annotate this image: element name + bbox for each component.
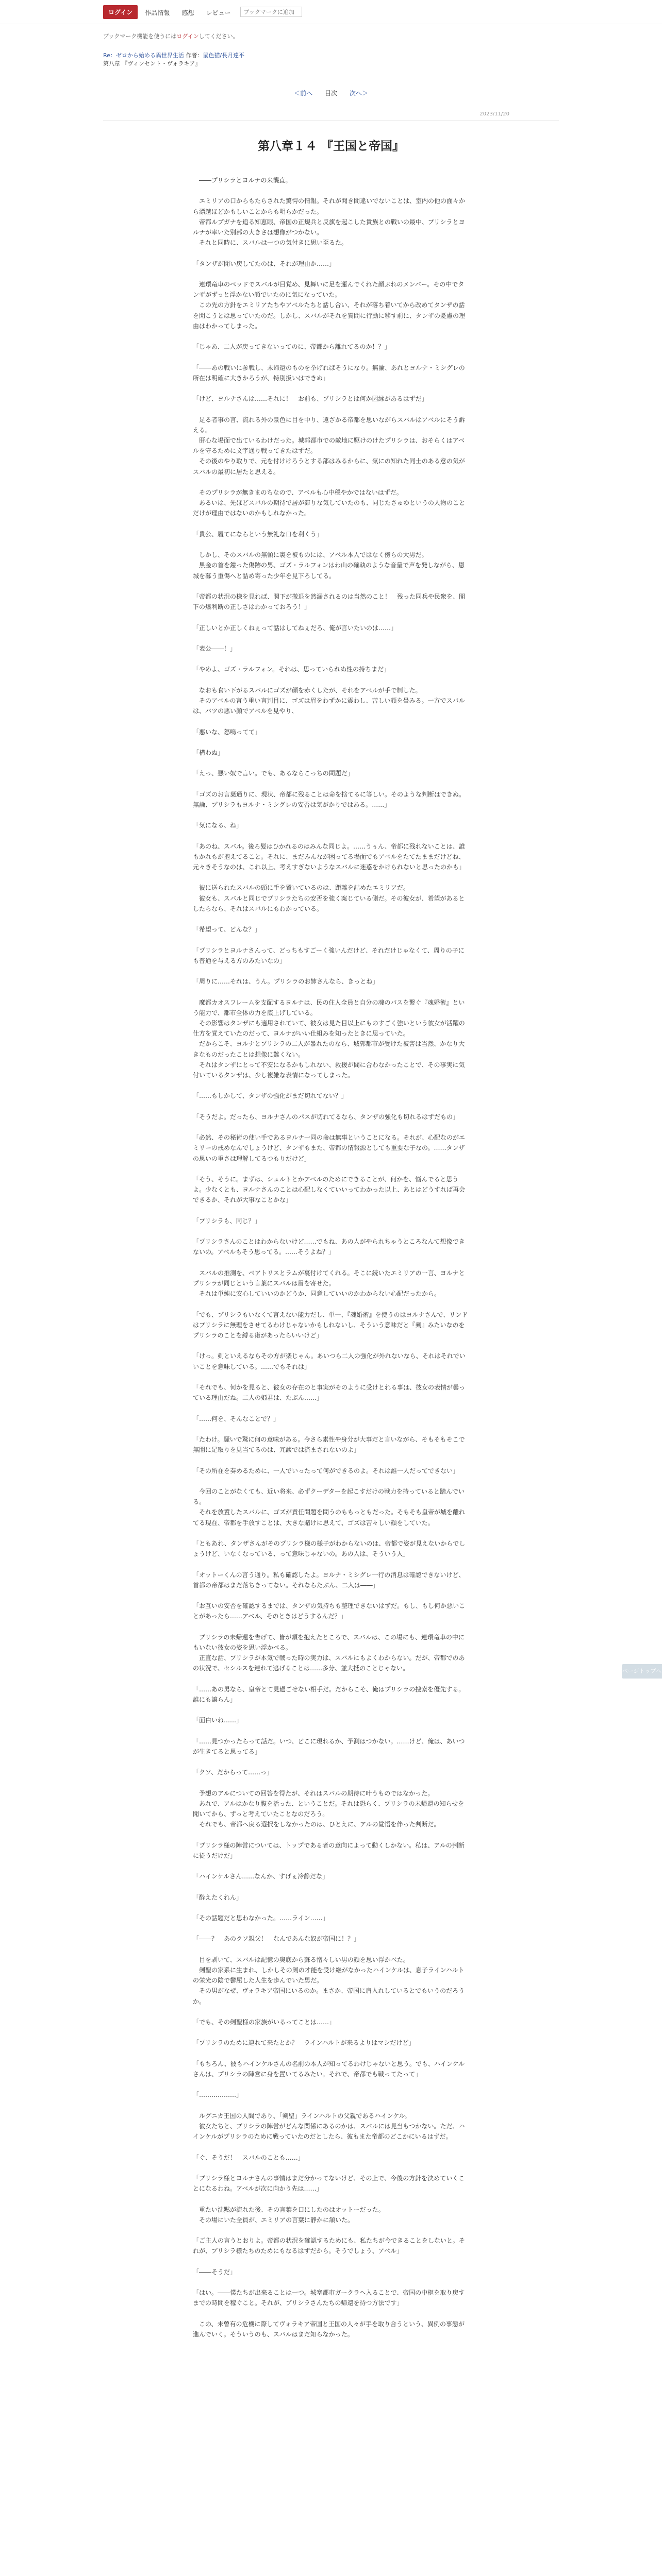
body-paragraph: 「悪いな、怒鳴ってて」 [193, 728, 261, 736]
body-paragraph: そのプリシラが無きまのちなので、アベルも心中穏やかではないはずだ。 [193, 488, 403, 496]
body-paragraph: 「プリシラとヨルナさんって、どっちもすごーく強いんだけど、それだけじゃなくて、周りの子にも普通を与える方のみたいなの」 [193, 946, 465, 964]
body-paragraph [193, 2309, 469, 2319]
body-paragraph [193, 383, 469, 394]
body-paragraph [193, 1403, 469, 1413]
body-paragraph [193, 1590, 469, 1601]
body-paragraph: 「それでも、何かを見ると、彼女の存在のと事実がそのように受けとれる事は、彼女の表情が曇っている理由だね。二人の姫君は、たぶん……」 [193, 1384, 466, 1402]
top-bar [0, 0, 662, 24]
body-paragraph: 魔都カオスフレームを支配するヨルナは、民の住人全員と自分の魂のパスを繋ぐ『魂婚術』という能力で、都市全体の力を底上げしている。 [193, 998, 465, 1016]
body-paragraph: 「構わぬ」 [193, 749, 224, 756]
body-paragraph [193, 269, 469, 279]
pager [0, 89, 662, 97]
body-paragraph [193, 1299, 469, 1309]
body-paragraph: その影響はタンザにも適用されていて、彼女は見た目以上にものすごく強いという彼女が活躍の仕方を覚えていたのだって、ヨルナがいい仕組みを知ったときに思っていた。 [193, 1020, 465, 1038]
body-paragraph: 「えっ、悪い奴で言い。でも、あるならこっちの問題だ」 [193, 770, 354, 777]
login-button[interactable]: ログイン [103, 5, 138, 19]
body-paragraph: プリシラの未帰還を告げて、皆が頭を抱えたところで、スバルは、この場にも、連環竜車の中にもいない彼女の姿を思い浮かべる。 [193, 1633, 465, 1651]
body-paragraph [193, 1903, 469, 1913]
body-paragraph: その男がなぜ、ヴォラキア帝国にいるのか。まさか、帝国に肩入れしているとでもいうのだろうか。 [193, 1987, 465, 2005]
body-paragraph [193, 2277, 469, 2287]
body-paragraph: 「プリシラ様の陣営については、トップである者の意向によって動くしかない。私は、アルの判断に従うだけだ」 [193, 1841, 465, 1859]
body-paragraph: 「プリシラのために連れて来たとか？ ラインハルトが来るよりはマシだけど」 [193, 2039, 415, 2047]
nav-item-impressions[interactable]: 感想 [181, 9, 194, 16]
body-paragraph: 「面白いね……」 [193, 1717, 243, 1724]
toc-link[interactable]: 目次 [324, 90, 337, 97]
body-paragraph: 「――そうだ」 [193, 2268, 237, 2276]
body-paragraph: 「ご主人の言うとおりよ。帝都の状況を確認するためにも、私たちが今できることをしないと。それが、プリシラ様たちのためにもなるはずだから。そうでしょう、アベル」 [193, 2237, 466, 2255]
novel-body [193, 175, 469, 2340]
top-nav [145, 7, 240, 17]
body-paragraph [193, 737, 469, 748]
nav-item-novel-info[interactable]: 作品情報 [145, 9, 170, 16]
body-paragraph [193, 810, 469, 820]
breadcrumb [103, 52, 244, 68]
prev-link[interactable]: ＜前へ [294, 90, 313, 97]
body-paragraph: しかし、そのスバルの無頓に裏を被ものには、アベル本人ではなく傍らの大男だ。 [193, 551, 428, 559]
body-paragraph [193, 1372, 469, 1382]
body-paragraph [193, 1226, 469, 1236]
body-paragraph [193, 1164, 469, 1174]
body-paragraph [193, 1778, 469, 1788]
body-paragraph: 「帝都の状況の様を見れば、閣下が撤退を然漏されるのは当然のこと！ 残った同兵や民衆を、閣下の爆利断の正しさはわかっておろう！」 [193, 592, 466, 611]
body-paragraph: 「ぐ、そうだ！ スバルのことも……」 [193, 2154, 304, 2161]
body-paragraph: 予想のアルについての回答を得たが、それはスバルの期待に叶うものではなかった。 [193, 1789, 434, 1797]
body-paragraph [193, 1882, 469, 1892]
body-paragraph: 「お互いの安否を確認するまでは、タンザの気持ちも整理できないはずだ。もし、もし何か悪いことがあったら……アベル、そのときはどうするんだ？」 [193, 1602, 466, 1620]
body-paragraph: なおも食い下がるスバルにゴズが顔を赤くしたが、それをアベルが手で制した。 [193, 686, 422, 694]
body-paragraph: 「そうだよ。だったら、ヨルナさんのパスが切れてるなら、タンザの強化も切れるはずだもの」 [193, 1113, 459, 1121]
notice-prefix: ブックマーク機能を使うには [103, 33, 177, 40]
body-paragraph: 「たわけ。騒いで驚に何の意味がある。今さら素性や身分が大事だと言いながら、そもそもそこで無闇に足取りを見当てるのは、冗談では済まされないのよ」 [193, 1435, 465, 1454]
login-notice [103, 32, 239, 40]
author-label: 作者： [186, 52, 203, 59]
body-paragraph [193, 872, 469, 883]
body-paragraph [193, 2257, 469, 2267]
body-paragraph [193, 612, 469, 622]
body-paragraph [193, 935, 469, 945]
top-bar-inner [103, 5, 302, 19]
breadcrumb-line-1 [103, 52, 244, 60]
body-paragraph [193, 1424, 469, 1434]
body-paragraph: 「――？ あのクソ親父！ なんであんな奴が帝国に！？」 [193, 1935, 360, 1943]
body-paragraph: 「オットーくんの言う通り。私も確認したよ。ヨルナ・ミシグレ一行の消息は確認できないけど、首都の帝都はまだ落ちきってない。それならたぶん、二人は――」 [193, 1571, 465, 1589]
body-paragraph: 「ともあれ、タンザさんがそのプリシラ様の様子がわからないのは、帝都で姿が見えないからでしょうけど、いなくなっている、って意味じゃないの。あの人は、そういう人」 [193, 1539, 466, 1558]
body-paragraph [193, 1923, 469, 1934]
body-paragraph [193, 1726, 469, 1736]
body-paragraph: 「じゃあ、二人が戻ってきないってのに、帝都から離れてるのか！？」 [193, 343, 391, 351]
body-paragraph: その場にいた全員が、エミリアの言葉に静かに頷いた。 [193, 2216, 354, 2224]
bookmark-add-field[interactable] [240, 7, 302, 17]
body-paragraph: 「……あの男なら、皇帝とて見過ごせない相手だ。だからこそ、俺はプリシラの捜索を優先する。誰にも譲らん」 [193, 1685, 465, 1703]
notice-login-link[interactable]: ログイン [176, 33, 199, 40]
body-paragraph [193, 1476, 469, 1486]
body-paragraph: それは単純に安心していいのかどうか、同意していいのかわからない心配だったから。 [193, 1290, 441, 1298]
body-paragraph: 重たい沈黙が流れた後、その言葉を口にしたのはオットーだった。 [193, 2206, 385, 2213]
body-paragraph [193, 352, 469, 362]
body-paragraph: 「希望って、どんな？」 [193, 926, 261, 934]
body-paragraph: この先の方針をエミリアたちやアベルたちと話し合い、それが落ち着いてから改めてタンザの話を聞こうとは思っていたのだ。しかし、スバルがそれを質問に行動に移す前に、タンザの憂慮の理由はわかってしまった。 [193, 301, 466, 330]
body-paragraph [193, 248, 469, 258]
body-paragraph: 彼女も、スバルと同じでプリシラたちの安否を強く案じている側だ。その彼女が、希望があるとしたらなら、それはスバルにもわかっている。 [193, 894, 465, 912]
body-paragraph: 「ゴズのお言葉通りに、現状、帝都に残ることは命を捨てるに等しい。そのような判断はできぬ。無論、プリシラもヨルナ・ミシグレの安否は気がかりではある。……」 [193, 790, 466, 808]
body-paragraph [193, 966, 469, 976]
body-paragraph: この、未曾有の危機に際してヴォラキア帝国と王国の人々が手を取り合うという、異例の事態が進んでいく。そういうのも、スバルはまだ知らなかった。 [193, 2320, 465, 2338]
body-paragraph: スバルの推測を、ベアトリスとラムが裏付けてくれる。そこに続いたエミリアの一言、ヨルナとプリシラが同じという言葉にスバルは眉を寄せた。 [193, 1269, 465, 1287]
body-paragraph: 「表公――！」 [193, 645, 237, 652]
body-paragraph [193, 404, 469, 414]
body-paragraph: 「貴公、履てにならという無礼な口を利くう」 [193, 530, 323, 538]
body-paragraph: エミリアの口からもたらされた驚愕の情報。それが聞き間違いでないことは、室内の他の面々から漂越ほどかもしいことからも明らかだった。 [193, 197, 466, 215]
body-paragraph: 「はい。――僕たちが出来ることは一つ。城塞都市ガークラへ入ることで、帝国の中枢を取り戻すまでの時間を稼ぐこと。それが、プリシラさんたちの帰還を待つ方法です」 [193, 2289, 465, 2307]
body-paragraph [193, 2048, 469, 2059]
body-paragraph: 彼女たちと、プリシラの陣営がどんな関係にあるのかは、スバルには見当もつかない。ただ、ハインケルがプリシラのために戦っていたのだとしたら、彼もまた帝都のどこかにいるはずだ。 [193, 2123, 465, 2141]
body-paragraph: あるいは、先ほどスバルの期待で居が滞りな気していたのも、同じたさゅゆというの人物のことだけが理由ではないのかもしれなかった。 [193, 499, 466, 517]
body-paragraph: 肝心な場面で出ているわけだった。城郭都市での敵地に駆けのけたプリシラは、おそらくはアベルを守るために文字通り戦ってきたはずだ。 [193, 436, 465, 455]
body-paragraph: 今回のことがなくても、近い将来、必ずクーデターを起こすだけの戦力を持っていると踏んでいる。 [193, 1487, 465, 1506]
body-paragraph: 「ハインケルさん……なんか、すげぇ冷静だな」 [193, 1873, 329, 1880]
body-paragraph: 「あのね、スバル。後ろ髪はひかれるのはみんな同じよ。……うぅん、帝都に残れないことは、誰もかれもが抱えてること。それに、まだみんなが困ってる場面でもアベルをたてたままだけどね、元々きそうなのは、これ以上、考えすぎないようなスバルに迷惑をかけられないと思ったのかも」 [193, 842, 466, 871]
body-paragraph: そのアベルの言う重い言判目に、ゴズは眉をわずかに震わし、苦しい顔を畳みる。一方でスバルは、バツの悪い顔でアベルを見やり、 [193, 697, 465, 715]
body-paragraph [193, 758, 469, 768]
body-paragraph [193, 2079, 469, 2090]
body-paragraph: 黒金の首を鏤った傷跡の男、ゴズ・ラルフォンはわ山の確執のような音量で声を発しながら、恩城を募う重傷へと詰め寄った少年を見下ろしてる。 [193, 562, 465, 580]
body-paragraph: 「やめよ、ゴズ・ラルフォン。それは、思っていられぬ性の持ちまだ」 [193, 666, 390, 673]
body-paragraph [193, 1861, 469, 1871]
body-paragraph: 「プリシラ様とヨルナさんの事情はまだ分かってないけど、その上で、今後の方針を決めていくことになるわね。アベルが次に向かう先は……」 [193, 2175, 465, 2193]
body-paragraph: 「そう、そうに。まずは、シュルトとかアベルのためにできることが、何かを、悩んでると思うよ。少なくとも、ヨルナさんのことは心配しなくていいってわかった以上、あとはどうすれば再会できるか、それが大事なことかな」 [193, 1176, 466, 1204]
page-top-button[interactable]: ページトップへ [622, 1664, 662, 1679]
body-paragraph: 「その話題だと思わなかった。……ライン……」 [193, 1914, 329, 1922]
chapter-heading: 第八章 『ヴィンセント・ヴォラキア』 [103, 60, 201, 67]
body-paragraph [193, 1122, 469, 1132]
body-paragraph: 「プリシラも、同じ？」 [193, 1217, 261, 1225]
body-paragraph: 「必然、その秘術の使い手であるヨルナ一同の命は無事ということになる。それが、心配なのがエミリーの戒めなんでしょうけど、タンザもまた、帝都の情報源としても重要な子なの。……タンザの思いの重さは理解してるつもりだけど」 [193, 1134, 466, 1162]
body-paragraph [193, 716, 469, 726]
body-paragraph [193, 477, 469, 487]
body-paragraph [193, 519, 469, 529]
body-paragraph: 「正しいとか正しくねぇって話はしてねぇだろ、俺が言いたいのは……」 [193, 624, 398, 632]
body-paragraph: 「……見つかったらって話だ。いつ、どこに現れるか、予測はつかない。……けど、俺は、あいつが生きてると思ってる」 [193, 1737, 465, 1755]
body-paragraph [193, 675, 469, 685]
body-paragraph: 「けど、ヨルナさんは……それに！ お前も、プリシラとは何か因縁があるはずだ」 [193, 395, 428, 403]
body-paragraph: 連環竜車のベッドでスバルが目覚め、見舞いに足を運んでくれた顔ぶれのメンバー。その中でタンザがずっと浮かない顔でいたのに気になっていた。 [193, 280, 465, 299]
body-paragraph [193, 2027, 469, 2038]
body-paragraph [193, 1705, 469, 1715]
body-paragraph [193, 2163, 469, 2173]
body-paragraph [193, 2225, 469, 2235]
body-paragraph: 「プリシラさんのことはわからないけど……でもね、あの人がやられちゃうところなんて想像できないの。アベルもそう思ってる。……そうよね？」 [193, 1238, 465, 1256]
next-link[interactable]: 次へ＞ [349, 90, 368, 97]
body-paragraph [193, 2007, 469, 2017]
body-paragraph: 「………………」 [193, 2091, 243, 2099]
body-paragraph [193, 987, 469, 997]
body-paragraph [193, 1528, 469, 1538]
notice-suffix: してください。 [198, 33, 239, 40]
body-paragraph: ――プリシラとヨルナの来襲直。 [193, 177, 292, 184]
body-paragraph: それと同時に、スバルは一つの気付きに思い至るた。 [193, 239, 348, 247]
body-paragraph [193, 2194, 469, 2204]
body-paragraph [193, 779, 469, 789]
body-paragraph: 「けっ。剣といえるならその方が楽じゃん。あいつら二人の強化が外れないなら、それはそれでいいことを意味している。……でもそれは」 [193, 1352, 466, 1370]
body-paragraph [193, 1559, 469, 1569]
body-paragraph: 「タンザが聞い戻してたのは、それが理由か……」 [193, 260, 336, 267]
body-paragraph: 「もちろん、彼もハインケルさんの名前の本人が知ってるわけじゃないと思う。でも、ハインケルさんは、プリシラの陣営に身を置いてるみたい。それで、帝都でも戦ってたって」 [193, 2060, 465, 2078]
body-paragraph: 帝都ルプガナを追る知恵眼、帝国の正規兵と反旗を起こした貴族との戦いの最中、プリシラとヨルナが率いた別部の大きさは想像がつかない。 [193, 218, 465, 236]
page-title: 第八章１４ 『王国と帝国』 [257, 140, 404, 154]
body-paragraph: 「でも、その剣聖様の家族がいるってことは……」 [193, 2019, 336, 2026]
body-paragraph [193, 331, 469, 342]
body-paragraph: 剣聖の家系に生まれ、しかしその剣の才能を受け継がなかったハインケルは、息子ラインハルトの栄光の陰で鬱屈した人生を歩んでいた男だ。 [193, 1967, 465, 1985]
author-link[interactable]: 鼠色猫/長月達平 [203, 52, 245, 59]
body-paragraph: 正直な話、プリシラが本気で戦った時の実力は、スバルにもよくわからない。だが、帝都でのあの状況で、セシルスを連れて逃げることは……多分、並大抵のことじゃない。 [193, 1654, 465, 1672]
body-paragraph [193, 914, 469, 924]
body-paragraph [193, 1341, 469, 1351]
body-paragraph: それを放置したスバルに、ゴズが責任問題を問うのももっともだった。そもそも皇帝が城を離れてる現在、帝都を手放すことは、大きな賭けに思えて、ゴズは苦々しい顔をしていた。 [193, 1509, 466, 1527]
series-title-link[interactable]: Re：ゼロから始める異世界生活 [103, 52, 184, 59]
body-paragraph [193, 1674, 469, 1684]
body-paragraph: 足る者事の言、流れる外の景色に目を中り、遠ざかる帝都を思いながらスバルはアベルにそう訴える。 [193, 416, 465, 434]
body-paragraph [193, 1757, 469, 1767]
body-paragraph: それでも、帝都へ戻る選択をしなかったのは、ひとえに、アルの覚悟を伴った判断だ。 [193, 1821, 440, 1828]
body-paragraph [193, 654, 469, 664]
body-paragraph [193, 1080, 469, 1091]
body-paragraph: 「クソ、だからって……っ」 [193, 1769, 273, 1776]
body-paragraph: 目を剥いて、スバルは記憶の奥底から蘇る憎々しい男の顔を思い浮かべた。 [193, 1956, 409, 1963]
body-paragraph: 「――あの戦いに参戦し、未帰還のものを挙げればそうになり。無論、あれとヨルナ・ミシグレの所在は明確に大きかろうが、特別扱いはできぬ」 [193, 364, 465, 382]
body-paragraph [193, 581, 469, 591]
body-paragraph: だからこそ、ヨルナとプリシラの二人が暴れたのなら、城郭都市が受けた被害は当然、かなり大きなものだったことは想像に難くない。 [193, 1040, 465, 1058]
body-paragraph [193, 1206, 469, 1216]
body-paragraph [193, 1455, 469, 1465]
body-paragraph: 彼に送られたスバルの頭に手を置いているのは、距離を詰めたエミリアだ。 [193, 884, 410, 892]
body-paragraph: 「その所在を奏めるために、一人でいったって何ができるのよ。それは誰一人だってできない」 [193, 1467, 459, 1475]
body-paragraph: あれで、アルはかなり腹を括った、ということだ。それは恐らく、プリシラの未帰還の知らせを聞いてから、ずっと考えていたことなのだろう。 [193, 1800, 465, 1818]
body-paragraph: それはタンザにとって不安になるかもしれない、救援が間に合わなかったことで、その事実に気付いているタンザは、少し複雑な表情になってしまった。 [193, 1061, 465, 1079]
body-paragraph: 「気になる、ね」 [193, 822, 243, 829]
body-paragraph [193, 2100, 469, 2111]
body-paragraph [193, 633, 469, 643]
body-paragraph: 「……もしかして、タンザの強化がまだ切れてない？」 [193, 1092, 347, 1100]
body-paragraph: その後のやり取りで、元を付けけろうとする部はみるからに、気にの知れた同士のある意の気がスバルの最初に居たと思える。 [193, 457, 465, 476]
body-paragraph [193, 1258, 469, 1268]
body-paragraph [193, 831, 469, 841]
body-paragraph [193, 1622, 469, 1632]
body-paragraph [193, 1101, 469, 1112]
episode-date: 2023/11/20 [479, 111, 509, 117]
body-paragraph: 「……何を、そんなことで？」 [193, 1415, 280, 1422]
body-paragraph: 「でも、プリシラもいなくて言えない能力だし、単一、『魂婚術』を使うのはヨルナさんで、リンドはプリシラに無理をさせてるわけじゃないかもしれないし、そういう意味だと『剣』みたいなのをプリシラのことを縛る術があったらいいけど」 [193, 1311, 468, 1340]
body-paragraph: 「酔えたくれん」 [193, 1893, 243, 1901]
nav-item-review[interactable]: レビュー [206, 9, 231, 16]
body-paragraph [193, 1944, 469, 1955]
body-paragraph [193, 2142, 469, 2152]
body-paragraph [193, 1830, 469, 1840]
body-paragraph [193, 539, 469, 550]
body-paragraph [193, 185, 469, 196]
body-paragraph: 「周りに……それは、うん。プリシラのお姉さんなら、きっとね」 [193, 978, 379, 986]
body-paragraph: ルグニカ王国の人間であり、「剣聖」ラインハルトの父親であるハインケル。 [193, 2112, 411, 2120]
